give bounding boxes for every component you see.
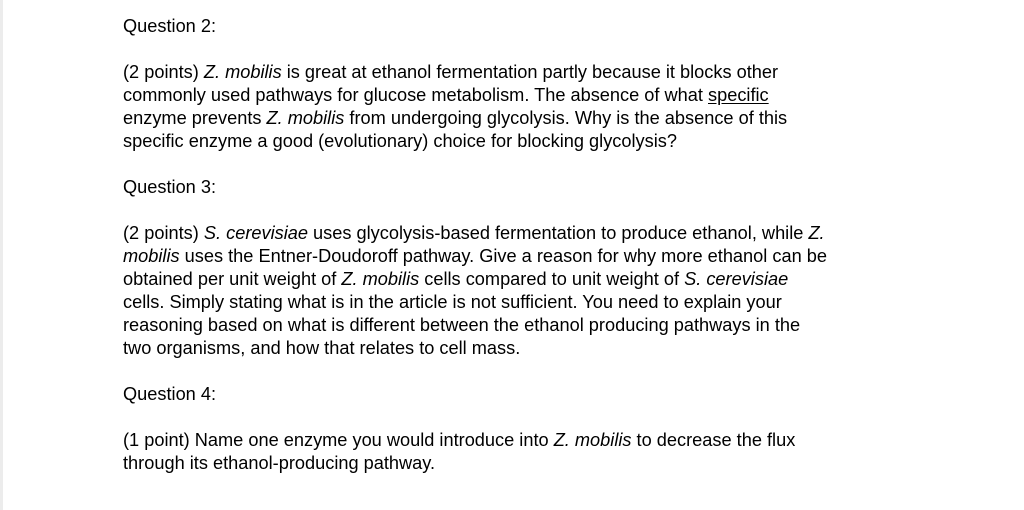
question-4-line-2: through its ethanol-producing pathway. (123, 453, 436, 473)
question-3-line-6: two organisms, and how that relates to cell mass. (123, 338, 521, 358)
question-3-section (123, 176, 923, 383)
question-3-heading: Question 3: (123, 177, 217, 197)
question-3-line-4: cells. Simply stating what is in the article is not sufficient. You need to explain your (123, 292, 782, 312)
question-4-body (123, 429, 923, 475)
question-2-section (123, 15, 923, 176)
question-2-line-2: commonly used pathways for glucose metabolism. The absence of what specific (123, 85, 769, 105)
question-4-line-1: (1 point) Name one enzyme you would introduce into Z. mobilis to decrease the flux (123, 430, 796, 450)
question-3-line-5: reasoning based on what is different between the ethanol producing pathways in the (123, 315, 801, 335)
question-3-line-3: obtained per unit weight of Z. mobilis cells compared to unit weight of S. cerevisiae (123, 269, 789, 289)
spacer (123, 406, 923, 429)
spacer (123, 153, 923, 176)
spacer (123, 360, 923, 383)
question-3-body (123, 222, 923, 360)
question-4-heading: Question 4: (123, 384, 217, 404)
question-2-body (123, 61, 923, 153)
question-3-line-1: (2 points) S. cerevisiae uses glycolysis-based fermentation to produce ethanol, while Z. (123, 223, 825, 243)
question-2-line-4: specific enzyme a good (evolutionary) choice for blocking glycolysis? (123, 131, 677, 151)
question-2-heading: Question 2: (123, 16, 217, 36)
question-4-section (123, 383, 923, 475)
spacer (123, 38, 923, 61)
underlined-word: specific (708, 85, 769, 105)
question-2-line-3: enzyme prevents Z. mobilis from undergoing glycolysis. Why is the absence of this (123, 108, 788, 128)
question-2-line-1: (2 points) Z. mobilis is great at ethanol fermentation partly because it blocks other (123, 62, 779, 82)
page-edge-divider (0, 0, 3, 510)
document-content (123, 15, 923, 475)
question-3-line-2: mobilis uses the Entner-Doudoroff pathway. Give a reason for why more ethanol can be (123, 246, 827, 266)
spacer (123, 199, 923, 222)
